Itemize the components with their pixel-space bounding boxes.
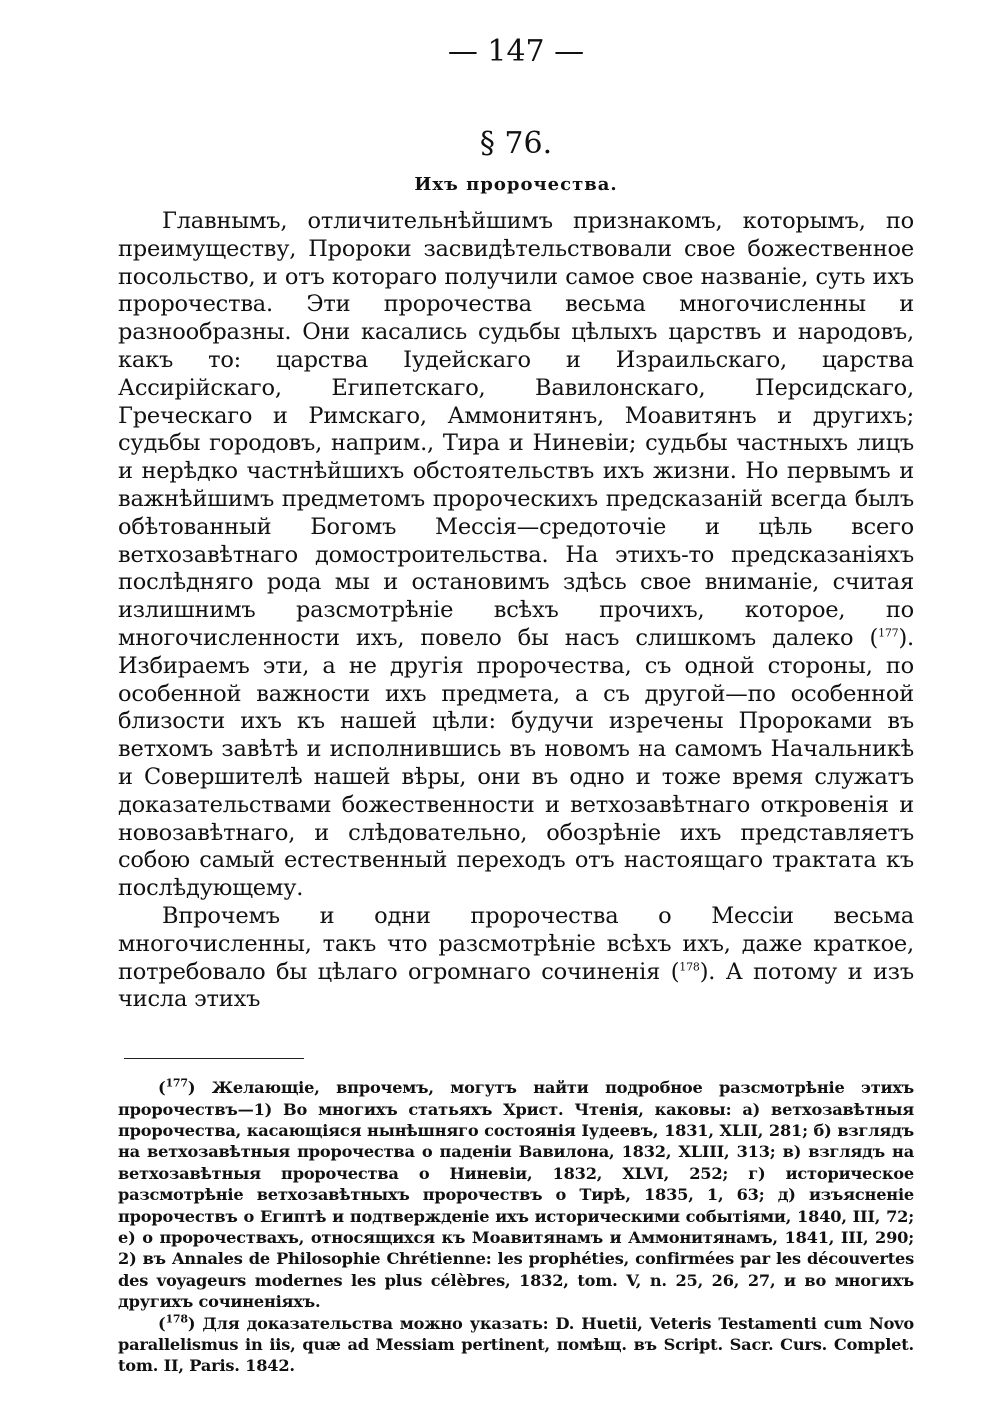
footnote-177	[118, 1077, 914, 1312]
paragraph-1	[118, 208, 914, 903]
paragraph-text: Главнымъ, отличительнѣйшимъ признакомъ, которымъ, по преимуществу, Пророки засвидѣтельствовали свое божественное посольство, и отъ котораго получили самое свое названіе, суть ихъ пророчества. Эти пророчества весьма многочисленны и разнообразны. Они касались судьбы цѣлыхъ царствъ и народовъ, какъ то: царства Іудейскаго и Израильскаго, царства Ассирійскаго, Египетскаго, Вавилонскаго, Персидскаго, Греческаго и Римскаго, Аммонитянъ, Моавитянъ и другихъ; судьбы городовъ, наприм., Тира и Ниневіи; судьбы частныхъ лицъ и нерѣдко частнѣйшихъ обстоятельствъ ихъ жизни. Но первымъ и важнѣйшимъ предметомъ пророческихъ предсказаній всегда былъ обѣтованный Богомъ Мессія—средоточіе и цѣль всего ветхозавѣтнаго домостроительства. На этихъ-то предсказаніяхъ послѣдняго рода мы и остановимъ здѣсь свое вниманіе, считая излишнимъ разсмотрѣніе всѣхъ прочихъ, которое, по многочисленности ихъ, повело бы насъ слишкомъ далеко (	[118, 208, 914, 651]
paragraph-text: ). А потому и изъ числа этихъ	[118, 958, 914, 1013]
section-number: § 76.	[479, 126, 553, 161]
footnote-number: 178	[165, 1312, 188, 1326]
footnote-178	[118, 1313, 914, 1377]
section-title: Ихъ пророчества.	[414, 174, 618, 195]
footnote-text: ) Желающіе, впрочемъ, могутъ найти подробное разсмотрѣніе этихъ пророчествъ—1) Во многихъ статьяхъ Христ. Чтенія, каковы: а) ветхозавѣтныя пророчества, касающіяся нынѣшняго состоянія Іудеевъ, 1831, XLII, 281; б) взглядъ на ветхозавѣтныя пророчества о паденіи Вавилона, 1832, XLIII, 313; в) взглядъ на ветхозавѣтныя пророчества о Ниневіи, 1832, XLVI, 252; г) историческое разсмотрѣніе ветхозавѣтныхъ пророчествъ о Тирѣ, 1835, 1, 63; д) изъясненіе пророчествъ о Египтѣ и подтвержденіе ихъ историческими событіями, 1840, III, 72; е) о пророчествахъ, относящихся къ Моавитянамъ и Аммонитянамъ, 1841, III, 290; 2) въ Annales de Philosophie Chrétienne: les prophéties, confirmées par les découvertes des voyageurs modernes les plus célèbres, 1832, tom. V, n. 25, 26, 27, и во многихъ другихъ сочиненіяхъ.	[118, 1078, 914, 1312]
footnote-open: (	[158, 1078, 166, 1098]
footnotes	[118, 1077, 914, 1377]
main-text	[118, 208, 914, 1014]
footnote-ref-178[interactable]: 178	[679, 960, 700, 974]
footnote-ref-177[interactable]: 177	[878, 626, 899, 640]
page-number: — 147 —	[447, 34, 585, 69]
footnote-number: 177	[165, 1076, 188, 1090]
paragraph-2	[118, 903, 914, 1014]
footnote-open: (	[158, 1313, 166, 1333]
footnote-divider	[124, 1058, 304, 1059]
footnote-text: ) Для доказательства можно указать: D. Huetii, Veteris Testamenti cum Novo parallelismus in iis, quæ ad Messiam pertinent, помѣщ. въ Script. Sacr. Curs. Complet. tom. II, Paris. 1842.	[118, 1313, 914, 1376]
paragraph-text: ). Избираемъ эти, а не другія пророчества, съ одной стороны, по особенной важности ихъ предмета, а съ другой—по особенной близости ихъ къ нашей цѣли: будучи изречены Пророками въ ветхомъ завѣтѣ и исполнившись въ новомъ на самомъ Начальникѣ и Совершителѣ нашей вѣры, они въ одно и тоже время служатъ доказательствами божественности и ветхозавѣтнаго откровенія и новозавѣтнаго, и слѣдовательно, обозрѣніе ихъ представляетъ собою самый естественный переходъ отъ настоящаго трактата къ послѣдующему.	[118, 624, 914, 902]
paragraph-text: Впрочемъ и одни пророчества о Мессіи весьма многочисленны, такъ что разсмотрѣніе всѣхъ ихъ, даже краткое, потребовало бы цѣлаго огромнаго сочиненія (	[118, 902, 914, 985]
